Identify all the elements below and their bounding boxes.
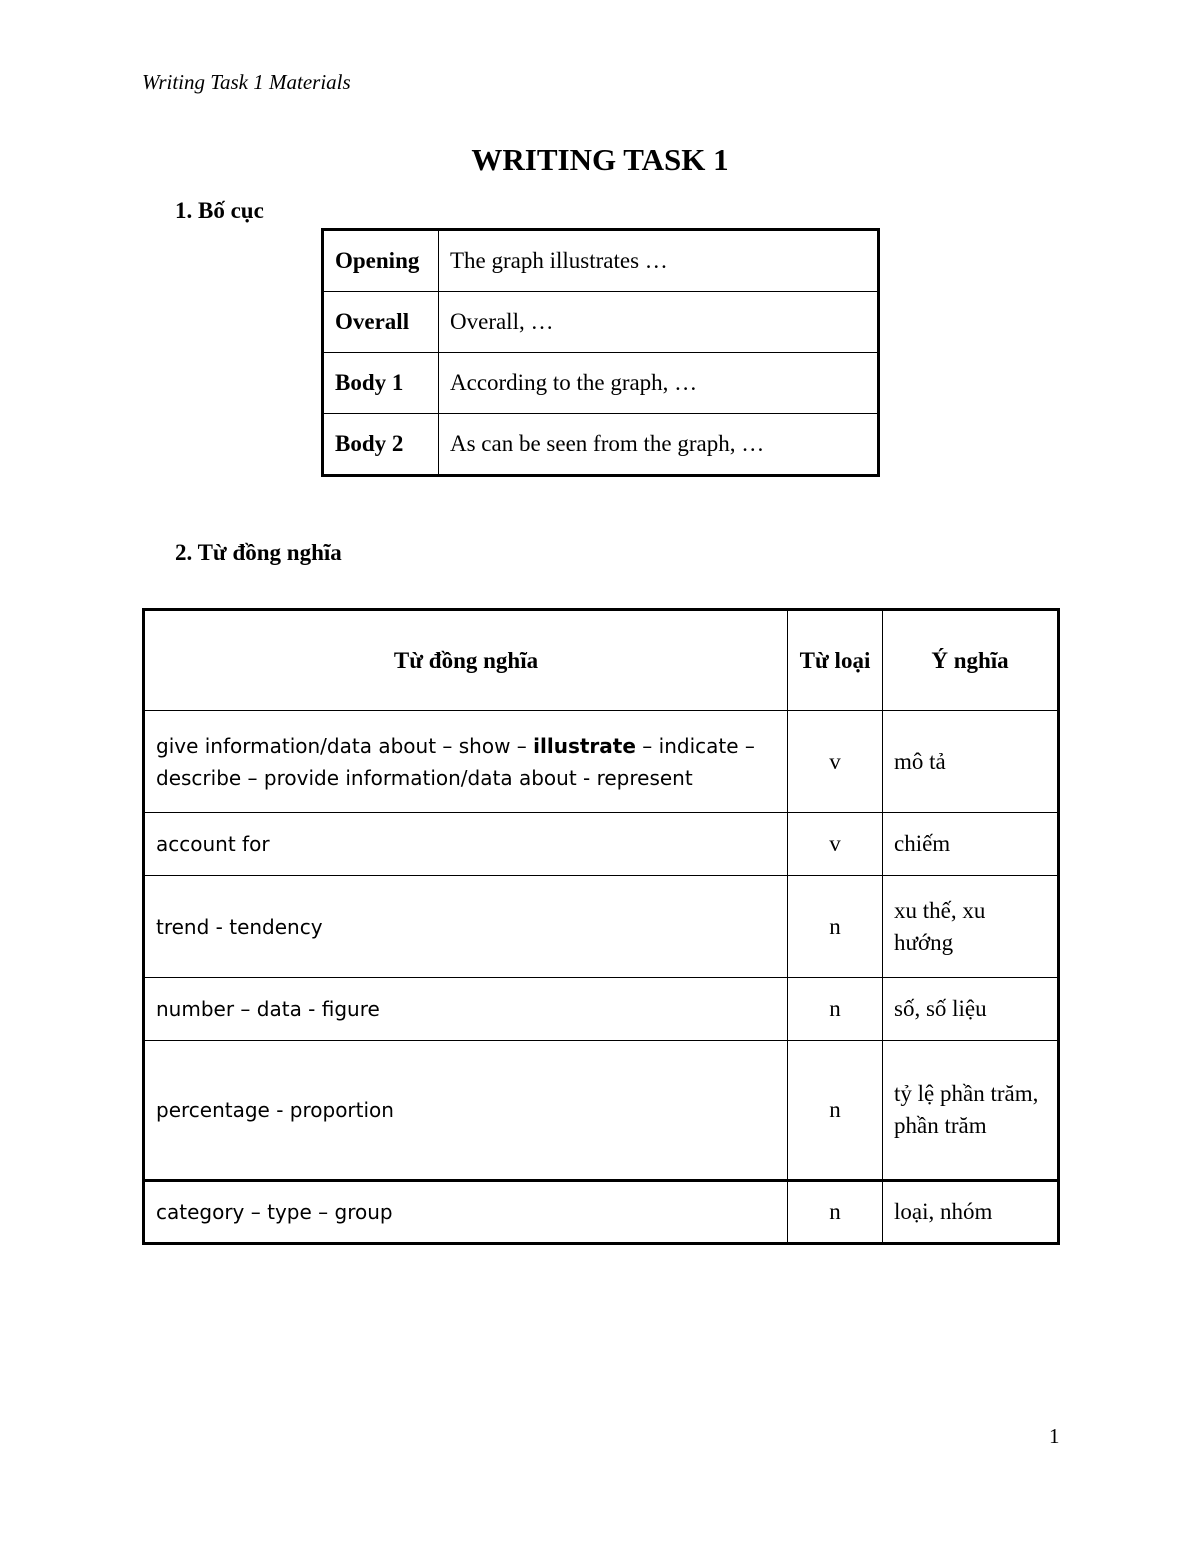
part-of-speech: v	[788, 711, 883, 813]
column-header-meaning: Ý nghĩa	[883, 610, 1059, 711]
synonym-words: account for	[144, 813, 788, 876]
row-label: Body 2	[323, 414, 439, 476]
synonym-words: number – data - figure	[144, 978, 788, 1041]
table-row	[144, 978, 1059, 1041]
running-header: Writing Task 1 Materials	[142, 70, 351, 94]
part-of-speech: n	[788, 876, 883, 978]
synonym-words: give information/data about – show – illustrate – indicate – describe – provide information/data about - represent	[144, 711, 788, 813]
part-of-speech: v	[788, 813, 883, 876]
row-label: Opening	[323, 230, 439, 292]
row-text: According to the graph, …	[439, 353, 879, 414]
synonyms-table	[142, 608, 1060, 1245]
meaning: số, số liệu	[883, 978, 1059, 1041]
meaning: chiếm	[883, 813, 1059, 876]
meaning: xu thế, xu hướng	[883, 876, 1059, 978]
row-text: Overall, …	[439, 292, 879, 353]
meaning: loại, nhóm	[883, 1181, 1059, 1244]
row-text: The graph illustrates …	[439, 230, 879, 292]
table-row	[144, 711, 1059, 813]
section-heading-structure: 1. Bố cục	[175, 198, 264, 223]
table-row	[323, 230, 879, 292]
part-of-speech: n	[788, 978, 883, 1041]
page-title: WRITING TASK 1	[471, 142, 729, 177]
table-row	[323, 353, 879, 414]
table-row	[323, 292, 879, 353]
synonym-words: trend - tendency	[144, 876, 788, 978]
meaning: tỷ lệ phần trăm, phần trăm	[883, 1041, 1059, 1181]
column-header-synonyms: Từ đồng nghĩa	[144, 610, 788, 711]
row-label: Body 1	[323, 353, 439, 414]
row-text: As can be seen from the graph, …	[439, 414, 879, 476]
table-header-row	[144, 610, 1059, 711]
meaning: mô tả	[883, 711, 1059, 813]
table-row	[144, 1181, 1059, 1244]
row-label: Overall	[323, 292, 439, 353]
table-row	[144, 813, 1059, 876]
part-of-speech: n	[788, 1041, 883, 1181]
table-row	[323, 414, 879, 476]
structure-table	[321, 228, 880, 477]
synonym-words: category – type – group	[144, 1181, 788, 1244]
part-of-speech: n	[788, 1181, 883, 1244]
section-heading-synonyms: 2. Từ đồng nghĩa	[175, 540, 342, 565]
synonym-words: percentage - proportion	[144, 1041, 788, 1181]
table-row	[144, 1041, 1059, 1181]
table-row	[144, 876, 1059, 978]
page-number: 1	[1049, 1424, 1060, 1448]
column-header-part-of-speech: Từ loại	[788, 610, 883, 711]
